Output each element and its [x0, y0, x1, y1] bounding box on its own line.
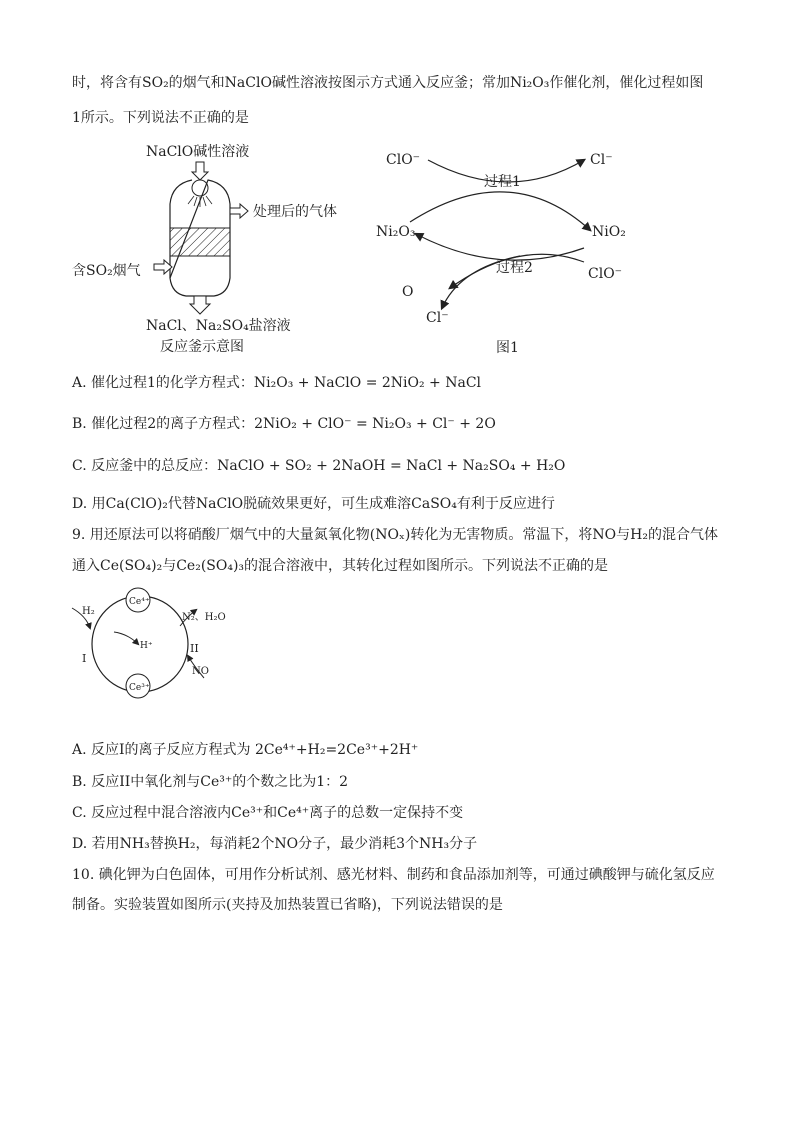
ce4-label: Ce⁴⁺	[129, 597, 150, 607]
nio2-to-ni2o3-arc	[416, 234, 584, 260]
q9-option-d: D. 若用NH₃替换H₂，每消耗2个NO分子，最少消耗3个NH₃分子	[72, 836, 478, 852]
process2-label: 过程2	[496, 260, 533, 276]
ni2o3-label: Ni₂O₃	[376, 224, 416, 240]
figure1-caption: 图1	[496, 340, 519, 356]
nio2-label: NiO₂	[592, 224, 626, 240]
q8-option-a: A. 催化过程1的化学方程式：Ni₂O₃ + NaClO = 2NiO₂ + NaCl	[72, 375, 482, 391]
reactor-input-side-label: 含SO₂烟气	[72, 263, 141, 279]
reactor-diagram	[60, 138, 360, 360]
cl-top-label: Cl⁻	[590, 152, 613, 168]
intro-line-1: 时，将含有SO₂的烟气和NaClO碱性溶液按图示方式通入反应釜；常加Ni₂O₃作催化剂，催化过程如图	[72, 75, 704, 91]
ce-redox-cycle-diagram	[68, 586, 248, 706]
q8-option-b: B. 催化过程2的离子方程式：2NiO₂ + ClO⁻ = Ni₂O₃ + Cl⁻ + 2O	[72, 416, 496, 432]
process1-label: 过程1	[484, 174, 521, 190]
q10-stem-line-1: 10. 碘化钾为白色固体，可用作分析试剂、感光材料、制药和食品添加剂等，可通过碘酸钾与硫化氢反应	[72, 867, 715, 883]
cl-bottom-label: Cl⁻	[426, 310, 449, 326]
bottom-outlet-arrow-icon	[190, 296, 210, 314]
q8-option-c: C. 反应釜中的总反应：NaClO + SO₂ + 2NaOH = NaCl + Na₂SO₄ + H₂O	[72, 458, 566, 474]
catalytic-cycle-diagram	[370, 138, 660, 360]
reactor-output-bottom-label: NaCl、Na₂SO₄盐溶液	[146, 318, 291, 334]
o-label: O	[402, 284, 414, 300]
reactor-input-top-label: NaClO碱性溶液	[146, 144, 250, 160]
no-label: NO	[192, 666, 209, 677]
q8-option-d: D. 用Ca(ClO)₂代替NaClO脱硫效果更好，可生成难溶CaSO₄有利于反应进行	[72, 496, 555, 512]
ni2o3-to-nio2-arc	[410, 192, 590, 230]
q9-stem-line-1: 9. 用还原法可以将硝酸厂烟气中的大量氮氧化物(NOₓ)转化为无害物质。常温下，将NO与H₂的混合气体	[72, 527, 718, 543]
gas-outlet-arrow-icon	[230, 204, 248, 218]
reactor-output-gas-label: 处理后的气体	[253, 204, 337, 220]
inlet-arrow-icon	[192, 162, 208, 180]
q9-stem-line-2: 通入Ce(SO₄)₂与Ce₂(SO₄)₃的混合溶液中，其转化过程如图所示。下列说法不正确的是	[72, 558, 609, 574]
packing-layer	[170, 228, 230, 256]
ce3-label: Ce³⁺	[129, 683, 150, 693]
q9-option-b: B. 反应II中氧化剂与Ce³⁺的个数之比为1：2	[72, 774, 349, 790]
q10-stem-line-2: 制备。实验装置如图所示(夹持及加热装置已省略)，下列说法错误的是	[72, 897, 503, 913]
clo-bottom-label: ClO⁻	[588, 266, 623, 282]
reactor-caption: 反应釜示意图	[160, 339, 244, 355]
intro-line-2: 1所示。下列说法不正确的是	[72, 110, 249, 126]
clo-top-label: ClO⁻	[386, 152, 421, 168]
q9-option-c: C. 反应过程中混合溶液内Ce³⁺和Ce⁴⁺离子的总数一定保持不变	[72, 805, 464, 821]
q9-option-a: A. 反应I的离子反应方程式为 2Ce⁴⁺+H₂=2Ce³⁺+2H⁺	[72, 742, 419, 758]
sprayer-icon	[192, 180, 208, 196]
n2-h2o-label: N₂、H₂O	[182, 612, 226, 623]
reaction-i-label: I	[82, 652, 87, 665]
reaction-ii-label: II	[190, 642, 199, 655]
h-plus-label: H⁺	[140, 641, 153, 651]
flue-gas-inlet-arrow-icon	[154, 260, 172, 274]
h2-label: H₂	[82, 606, 95, 617]
